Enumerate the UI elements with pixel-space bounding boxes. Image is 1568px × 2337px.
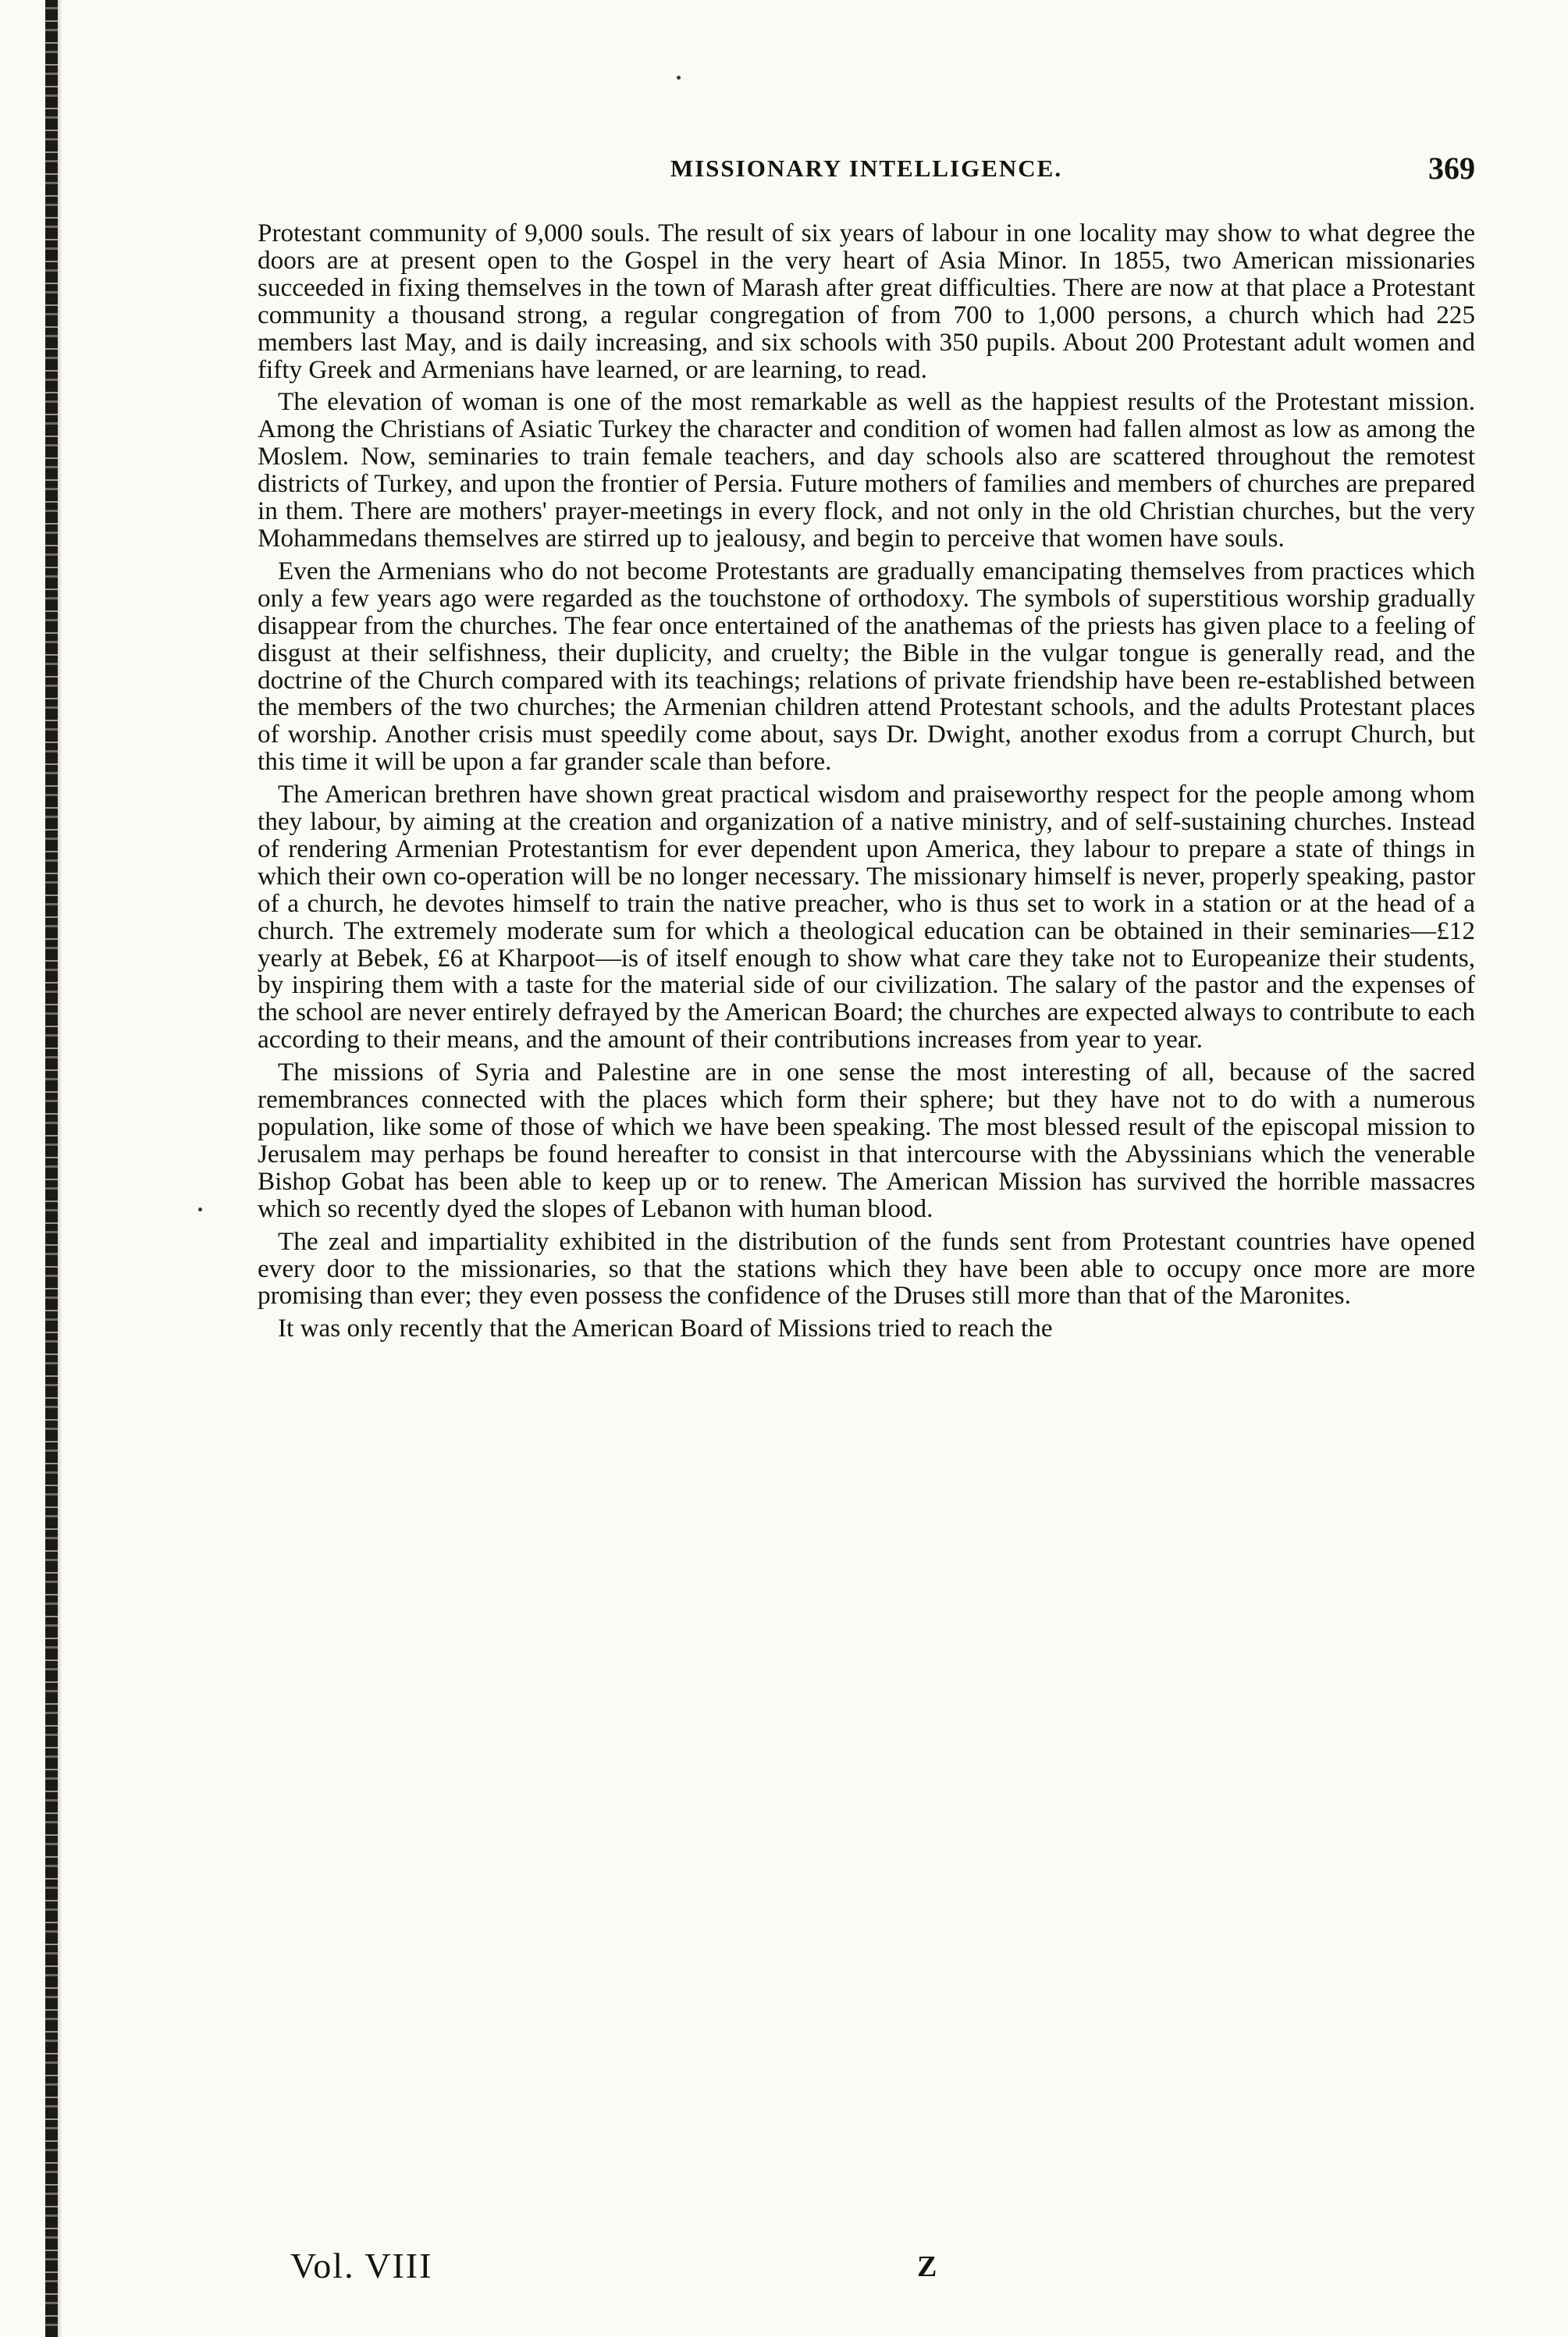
body-text xyxy=(258,220,1475,1343)
page-footer xyxy=(258,2245,1475,2292)
volume-signature: Vol. VIII xyxy=(290,2246,433,2285)
page-header xyxy=(258,151,1475,194)
gathering-signature: Z xyxy=(917,2250,937,2283)
page-number: 369 xyxy=(1428,151,1475,186)
paragraph-4: The American brethren have shown great practical wisdom and praiseworthy respect for the people among whom they labour, by aiming at the creation and organization of a native ministry, and of self-sustaining churches. Instead of rendering Armenian Protestantism for ever dependent upon America, they labour to prepare a state of things in which their own co-operation will be no longer necessary. The missionary himself is never, properly speaking, pastor of a church, he devotes himself to train the native preacher, who is thus set to work in a station or at the head of a church. The extremely moderate sum for which a theological education can be obtained in their seminaries—£12 yearly at Bebek, £6 at Kharpoot—is of itself enough to show what care they take not to Europeanize their students, by inspiring them with a taste for the material side of our civilization. The salary of the pastor and the expenses of the school are never entirely defrayed by the American Board; the churches are expected always to contribute to each according to their means, and the amount of their contributions increases from year to year. xyxy=(258,780,1475,1055)
ink-speck xyxy=(677,76,681,80)
binding-shadow xyxy=(58,0,62,2337)
binding-edge xyxy=(45,0,58,2337)
paragraph-5: The missions of Syria and Palestine are in one sense the most interesting of all, because of the sacred remembrances connected with the places which form their sphere; but they have not to do with a numerous population, like some of those of which we have been speaking. The most blessed result of the episcopal mission to Jerusalem may perhaps be found hereafter to consist in that intercourse with the Abyssinians which the venerable Bishop Gobat has been able to keep up or to renew. The American Mission has survived the horrible massacres which so recently dyed the slopes of Lebanon with human blood. xyxy=(258,1058,1475,1223)
running-head: MISSIONARY INTELLIGENCE. xyxy=(670,155,1063,182)
paragraph-2: The elevation of woman is one of the most remarkable as well as the happiest results of the Protestant mission. Among the Christians of Asiatic Turkey the character and condition of women had fallen almost as low as among the Moslem. Now, seminaries to train female teachers, and day schools also are scattered throughout the remotest districts of Turkey, and upon the frontier of Persia. Future mothers of families and members of churches are prepared in them. There are mothers' prayer-meetings in every flock, and not only in the old Christian churches, but the very Mohammedans themselves are stirred up to jealousy, and begin to perceive that women have souls. xyxy=(258,387,1475,553)
paragraph-3: Even the Armenians who do not become Protestants are gradually emancipating themselves from practices which only a few years ago were regarded as the touchstone of orthodoxy. The symbols of superstitious worship gradually disappear from the churches. The fear once entertained of the anathemas of the priests has given place to a feeling of disgust at their selfishness, their duplicity, and cruelty; the Bible in the vulgar tongue is generally read, and the doctrine of the Church compared with its teachings; relations of private friendship have been re-established between the members of the two churches; the Armenian children attend Protestant schools, and the adults Protestant places of worship. Another crisis must speedily come about, says Dr. Dwight, another exodus from a corrupt Church, but this time it will be upon a far grander scale than before. xyxy=(258,556,1475,777)
paragraph-1: Protestant community of 9,000 souls. The result of six years of labour in one locality may show to what degree the doors are at present open to the Gospel in the very heart of Asia Minor. In 1855, two American missionaries succeeded in fixing themselves in the town of Marash after great difficulties. There are now at that place a Protestant community a thousand strong, a regular congregation of from 700 to 1,000 persons, a church which had 225 members last May, and is daily increasing, and six schools with 350 pupils. About 200 Protestant adult women and fifty Greek and Armenians have learned, or are learning, to read. xyxy=(258,219,1475,384)
paragraph-6: The zeal and impartiality exhibited in the distribution of the funds sent from Protestant countries have opened every door to the missionaries, so that the stations which they have been able to occupy once more are more promising than ever; they even possess the confidence of the Druses still more than that of the Maronites. xyxy=(258,1226,1475,1311)
paragraph-7: It was only recently that the American Board of Missions tried to reach the xyxy=(278,1314,1053,1343)
ink-speck xyxy=(198,1208,202,1211)
